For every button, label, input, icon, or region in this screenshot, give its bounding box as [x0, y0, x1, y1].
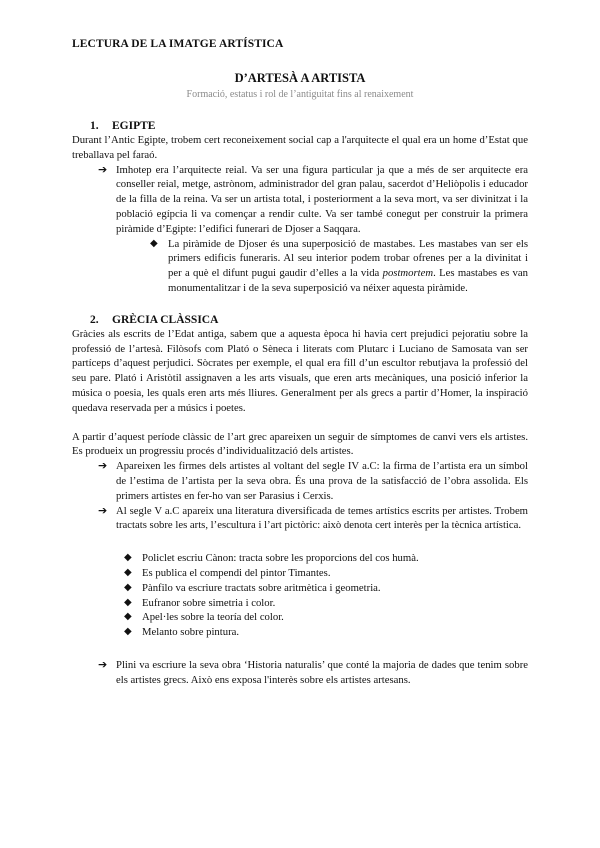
list-item-text: Melanto sobre pintura. [142, 626, 240, 639]
list-item [124, 610, 528, 625]
arrow-bullet-icon: ➔ [98, 503, 108, 517]
section1-arrow-list [72, 163, 528, 296]
list-item [124, 625, 528, 640]
section-title-text: GRÈCIA CLÀSSICA [112, 313, 219, 326]
section2-arrow-list [72, 459, 528, 533]
section2-paragraph-1: Gràcies als escrits de l’Edat antiga, sabem que a aquesta època hi havia cert prejudici pejoratiu sobre la professió de l’artesà. Filòsofs com Plató o Sèneca i literats com Plutarc i Luciano de Samosata van ser partíceps d’aquest perjudici. Sòcrates per exemple, el qual era fill d’un escultor rebutjava la professió del seu pare. Plató i Aristòtil assignaven a les arts visuals, que eren arts mecàniques, una posició inferior la música o poesia, les quals eren arts més lliures. Generalment per als grecs a partir d’Homer, la inspiració quedava reservada per a músics i poetes. [72, 327, 528, 414]
section-heading-egipte [72, 120, 528, 132]
list-item-text: Es publica el compendi del pintor Timantes. [142, 566, 331, 579]
list-item-text: Apareixen les firmes dels artistes al voltant del segle IV a.C: la firma de l’artista era un símbol de l’estima de l’artista per la seva obra. És una prova de la satisfacció de l’obra assolida. Els primers artistes en fer-ho van ser Parasius i Cerxis. [116, 460, 528, 502]
list-item-text: Eufranor sobre simetria i color. [142, 596, 276, 609]
list-item [98, 504, 528, 534]
section1-intro-paragraph: Durant l’Antic Egipte, trobem cert reconeixement social cap a l'arquitecte el qual era un home d’Estat que treballava pel faraó. [72, 134, 528, 161]
list-item-text: Policlet escriu Cànon: tracta sobre les proporcions del cos humà. [142, 552, 419, 565]
document-header: LECTURA DE LA IMATGE ARTÍSTICA [72, 38, 284, 50]
emphasis-text: postmortem [382, 267, 434, 280]
section-heading-grecia [72, 314, 528, 326]
arrow-bullet-icon: ➔ [98, 162, 108, 176]
list-item [124, 596, 528, 611]
list-item [124, 566, 528, 581]
diamond-bullet-icon: ◆ [124, 596, 132, 608]
section-number: 1. [90, 120, 99, 132]
list-item [124, 551, 528, 566]
list-item [124, 581, 528, 596]
section-number: 2. [90, 313, 99, 326]
list-item [98, 163, 528, 296]
section-title-text: EGIPTE [112, 120, 156, 132]
arrow-bullet-icon: ➔ [98, 459, 108, 473]
list-item-text: Al segle V a.C apareix una literatura diversificada de temes artístics escrits per artistes. Trobem tractats sobre les arts, l’escultura i l’art pictòric: això denota cert interès per la tècnica artística. [116, 504, 528, 532]
list-item [98, 658, 528, 688]
list-item [98, 459, 528, 503]
list-item [150, 237, 528, 296]
section2-arrow-list-final [72, 658, 528, 688]
document-subtitle: Formació, estatus i rol de l’antiguitat fins al renaixement [186, 89, 414, 100]
diamond-bullet-icon: ◆ [124, 566, 132, 578]
diamond-bullet-icon: ◆ [124, 581, 132, 593]
list-item-text: Plini va escriure la seva obra ‘Historia naturalis’ que conté la majoria de dades que tenim sobre els artistes grecs. Això ens exposa l'interès sobre els artistes artesans. [116, 658, 528, 686]
section1-diamond-list [116, 237, 528, 296]
list-item-text: La piràmide de Djoser és una superposició de mastabes. Les mastabes van ser els primers edificis funeraris. Al seu interior podem trobar ofrenes per a la divinitat i per a què el difunt pugui gaudir d’elles a la vida [168, 237, 528, 280]
list-item-text: Imhotep era l’arquitecte reial. Va ser una figura particular ja que a més de ser arquitecte era conseller reial, metge, astrònom, administrador del gran palau, sacerdot d’Heliòpolis i educador de la filla de la reina. Va ser un artista total, i posteriorment a la seva mort, va ser divinitzat i la població egípcia li va començar a rendir culte. Va ser també conegut per construir la primera piràmide d’Egipte: l’edifici funerari de Djoser a Saqqara. [116, 163, 528, 235]
diamond-bullet-icon: ◆ [124, 552, 132, 564]
section2-paragraph-2: A partir d’aquest període clàssic de l’art grec apareixen un seguir de símptomes de canvi vers els artistes. Es produeix un progressiu procés d’individualització dels artistes. [72, 430, 528, 458]
diamond-bullet-icon: ◆ [150, 237, 158, 249]
diamond-bullet-icon: ◆ [124, 626, 132, 638]
list-item-text: Apel·les sobre la teoría del color. [142, 611, 284, 624]
section2-treatise-list [72, 551, 528, 640]
list-item-text: Pànfilo va escriure tractats sobre aritmètica i geometria. [142, 581, 381, 594]
list-item-text: . Les mastabes es van monumentalitzar i de la seva superposició va néixer aquesta piràmide. [168, 267, 528, 294]
diamond-bullet-icon: ◆ [124, 611, 132, 623]
document-title: D’ARTESÀ A ARTISTA [234, 71, 366, 85]
arrow-bullet-icon: ➔ [98, 657, 108, 671]
